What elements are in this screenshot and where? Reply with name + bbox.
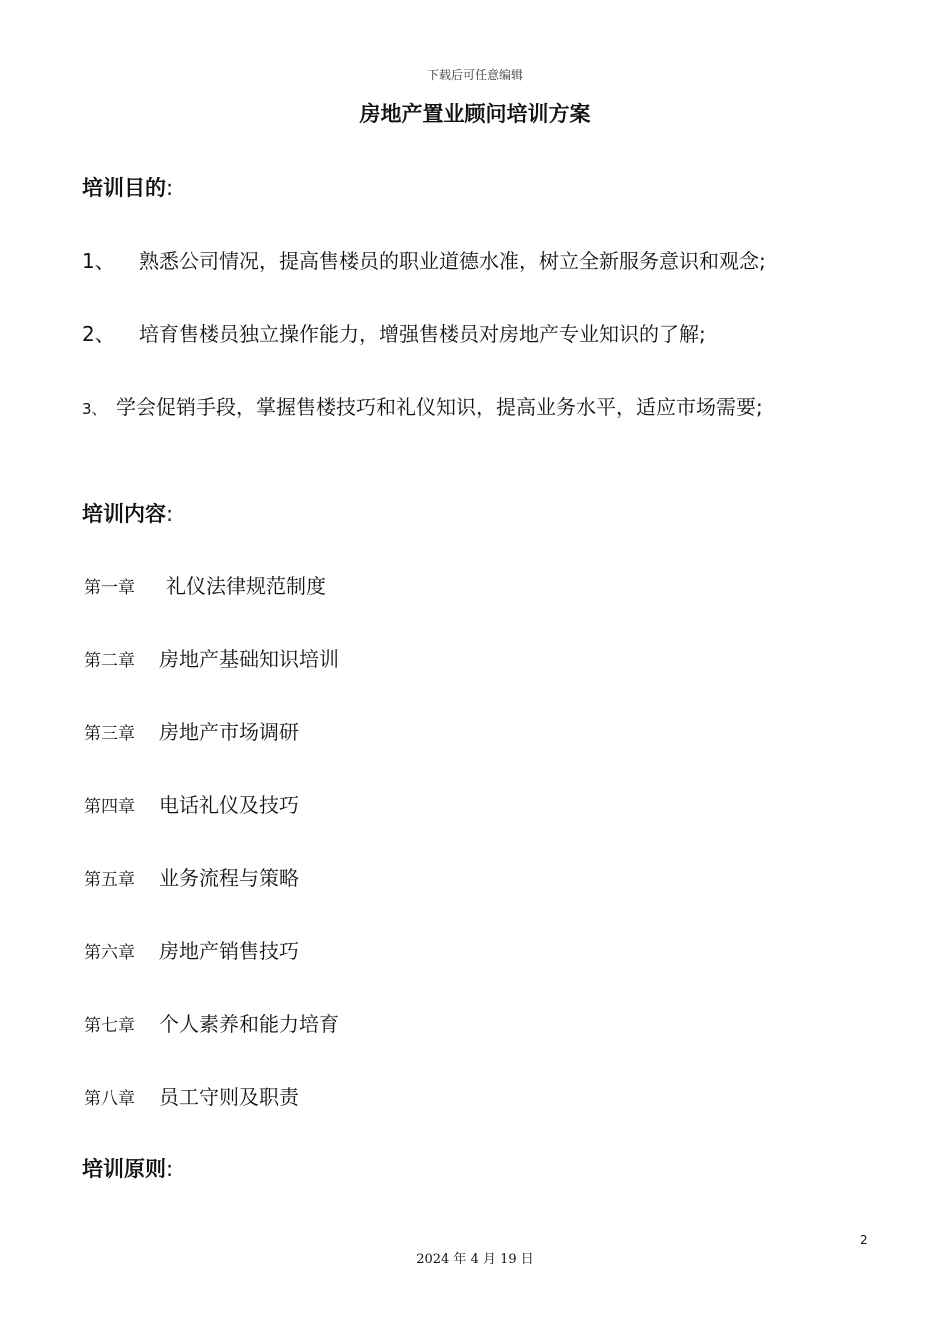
chapter-title: 房地产市场调研 — [159, 720, 299, 744]
chapter-label: 第一章 — [84, 578, 135, 598]
chapter-title: 业务流程与策略 — [159, 866, 299, 890]
goals-heading-text: 培训目的 — [82, 176, 166, 200]
goal-item-1 — [82, 245, 766, 274]
goal-item-2 — [82, 318, 706, 347]
goal-text: 培育售楼员独立操作能力，增强售楼员对房地产专业知识的了解; — [139, 322, 706, 346]
chapter-title: 房地产销售技巧 — [159, 939, 299, 963]
content-heading — [82, 498, 173, 528]
chapter-label: 第五章 — [84, 870, 135, 890]
goals-heading — [82, 172, 173, 202]
chapter-item-4 — [84, 789, 299, 818]
chapter-title: 个人素养和能力培育 — [159, 1012, 339, 1036]
goal-item-3 — [82, 391, 763, 420]
chapter-label: 第六章 — [84, 943, 135, 963]
principles-heading-text: 培训原则 — [82, 1157, 166, 1181]
chapter-title: 电话礼仪及技巧 — [159, 793, 299, 817]
chapter-item-6 — [84, 935, 299, 964]
chapter-label: 第二章 — [84, 651, 135, 671]
chapter-title: 房地产基础知识培训 — [159, 647, 339, 671]
content-heading-text: 培训内容 — [82, 502, 166, 526]
principles-heading-colon: : — [166, 1157, 174, 1181]
goal-number: 3、 — [82, 400, 107, 418]
header-note: 下载后可任意编辑 — [426, 68, 523, 82]
chapter-label: 第八章 — [84, 1089, 135, 1109]
chapter-item-7 — [84, 1008, 339, 1037]
chapter-title: 礼仪法律规范制度 — [166, 574, 326, 598]
goal-number: 2、 — [82, 322, 115, 346]
document-title: 房地产置业顾问培训方案 — [359, 102, 591, 126]
goal-text: 熟悉公司情况，提高售楼员的职业道德水准，树立全新服务意识和观念; — [139, 249, 766, 273]
chapter-title: 员工守则及职责 — [159, 1085, 299, 1109]
goals-heading-colon: : — [166, 176, 174, 200]
goal-text: 学会促销手段，掌握售楼技巧和礼仪知识，提高业务水平，适应市场需要; — [116, 395, 763, 419]
goal-number: 1、 — [82, 249, 115, 273]
page-number: 2 — [860, 1233, 868, 1247]
principles-heading — [82, 1153, 173, 1183]
footer-date: 2024 年 4 月 19 日 — [416, 1252, 534, 1267]
chapter-item-1 — [84, 570, 326, 599]
chapter-label: 第三章 — [84, 724, 135, 744]
chapter-item-5 — [84, 862, 299, 891]
chapter-label: 第四章 — [84, 797, 135, 817]
chapter-label: 第七章 — [84, 1016, 135, 1036]
chapter-item-2 — [84, 643, 339, 672]
chapter-item-3 — [84, 716, 299, 745]
content-heading-colon: : — [166, 502, 174, 526]
chapter-item-8 — [84, 1081, 299, 1110]
